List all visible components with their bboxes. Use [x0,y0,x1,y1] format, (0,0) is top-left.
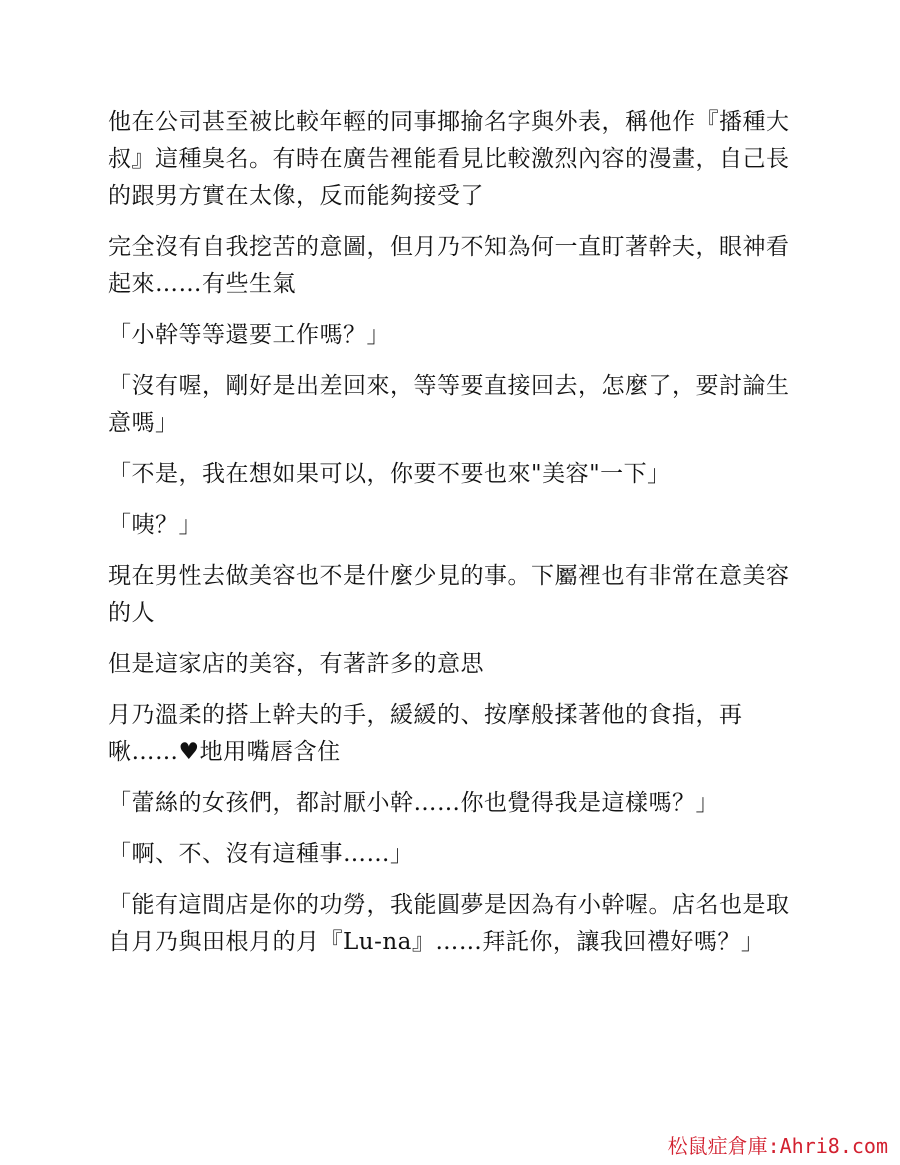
paragraph-2: 完全沒有自我挖苦的意圖，但月乃不知為何一直盯著幹夫，眼神看起來……有些生氣 [108,234,790,297]
paragraph-9: 月乃溫柔的搭上幹夫的手，緩緩的、按摩般揉著他的食指，再啾……♥地用嘴唇含住 [108,702,743,765]
watermark-text: 松鼠症倉庫:Ahri8.com [667,1134,888,1158]
paragraph-10: 「蕾絲的女孩們，都討厭小幹……你也覺得我是這樣嗎？」 [108,790,719,816]
paragraph-7: 現在男性去做美容也不是什麼少見的事。下屬裡也有非常在意美容的人 [108,563,790,626]
paragraph-1: 他在公司甚至被比較年輕的同事揶揄名字與外表，稱他作『播種大叔』這種臭名。有時在廣告裡能看見比較激烈內容的漫畫，自己長的跟男方實在太像，反而能夠接受了 [108,109,790,209]
paragraph-5: 「不是，我在想如果可以，你要不要也來"美容"一下」 [108,461,671,487]
paragraph-11: 「啊、不、沒有這種事……」 [108,841,414,867]
paragraph-3: 「小幹等等還要工作嗎？」 [108,322,390,348]
paragraph-8: 但是這家店的美容，有著許多的意思 [108,651,484,677]
paragraph-12: 「能有這間店是你的功勞，我能圓夢是因為有小幹喔。店名也是取自月乃與田根月的月『Lu-na』……拜託你，讓我回禮好嗎？」 [108,892,790,955]
document-body [108,104,800,975]
paragraph-6: 「咦？」 [108,512,202,538]
paragraph-4: 「沒有喔，剛好是出差回來，等等要直接回去，怎麼了，要討論生意嗎」 [108,373,790,436]
